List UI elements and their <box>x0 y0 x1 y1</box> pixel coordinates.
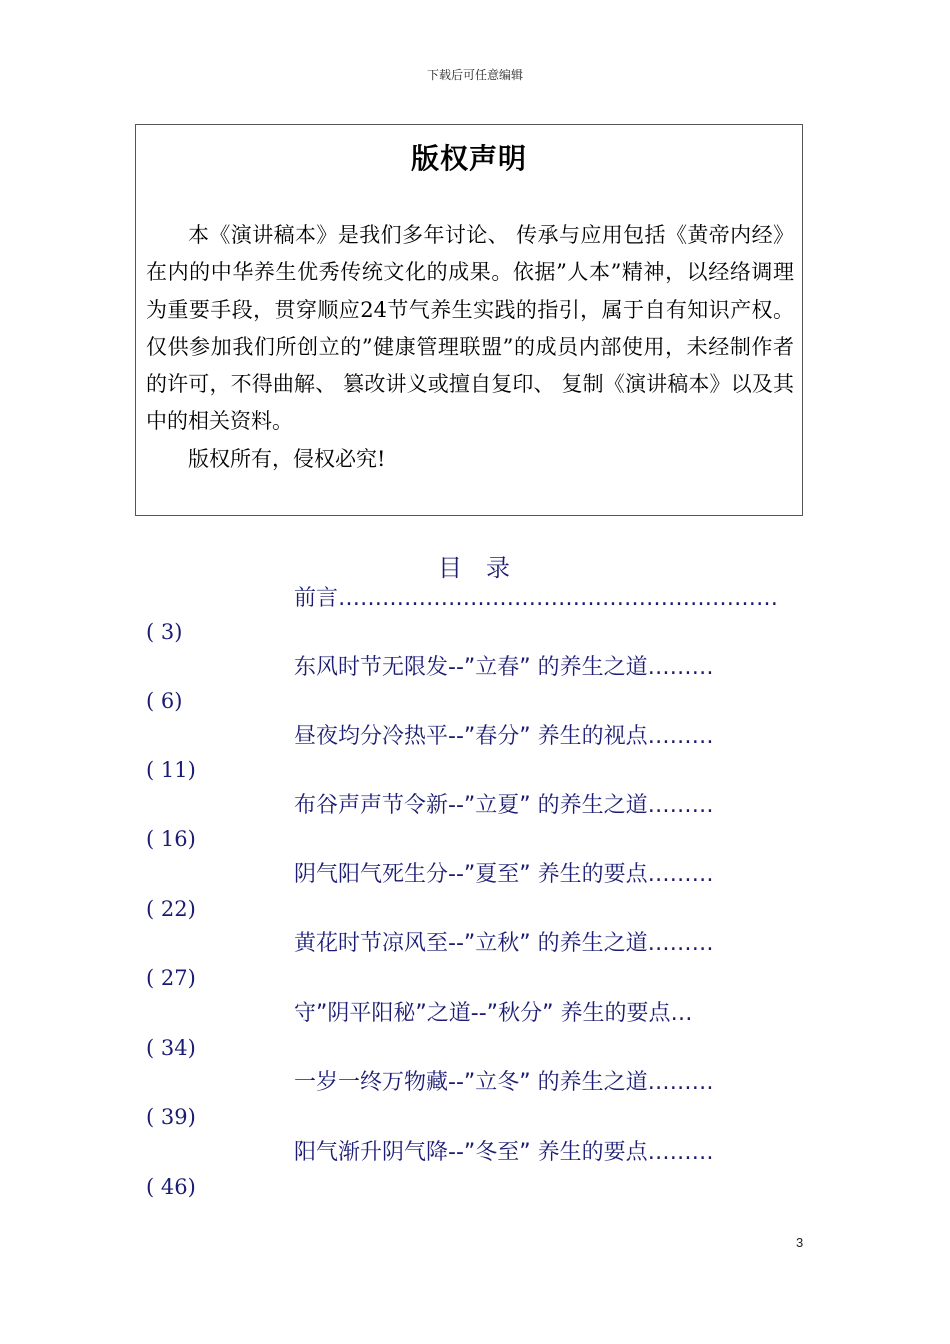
copyright-paragraph: 本《演讲稿本》是我们多年讨论、 传承与应用包括《黄帝内经》在内的中华养生优秀传统文化的成果。依据”人本”精神，以经络调理为重要手段，贯穿顺应24节气养生实践的指引，属于自有知识产权。仅供参加我们所创立的”健康管理联盟”的成员内部使用，未经制作者的许可，不得曲解、 篡改讲义或擅自复印、 复制《演讲稿本》以及其中的相关资料。 <box>146 223 794 434</box>
toc-leader-dots: ……… <box>647 862 714 887</box>
toc-leader-dots: … <box>670 1001 693 1026</box>
page-number: 3 <box>796 1235 804 1250</box>
toc-entry[interactable] <box>294 1068 806 1098</box>
toc-entry-title: 黄花时节凉风至--”立秋” 的养生之道 <box>294 931 648 956</box>
copyright-body <box>146 217 794 478</box>
toc-entry-title: 布谷声声节令新--”立夏” 的养生之道 <box>294 793 648 818</box>
toc-entry[interactable] <box>294 1138 806 1168</box>
toc-entry-page: ( 39) <box>146 1105 196 1129</box>
toc-leader-dots: …………………………………………………… <box>338 586 779 611</box>
copyright-title: 版权声明 <box>410 142 527 175</box>
toc-entry-page: ( 34) <box>146 1036 196 1060</box>
copyright-closing: 版权所有，侵权必究! <box>188 446 386 471</box>
toc-entry-title: 昼夜均分冷热平--”春分” 养生的视点 <box>294 724 648 749</box>
toc-entry[interactable] <box>294 929 806 959</box>
toc-entry-page: ( 27) <box>146 966 196 990</box>
toc-leader-dots: ……… <box>647 793 714 818</box>
toc-entry[interactable] <box>294 584 806 614</box>
toc-entry[interactable] <box>294 653 806 683</box>
toc-entry-title: 东风时节无限发--”立春” 的养生之道 <box>294 655 648 680</box>
toc-title-right: 录 <box>486 554 512 582</box>
header-note: 下载后可任意编辑 <box>426 68 523 82</box>
toc-entry[interactable] <box>294 791 806 821</box>
toc-entry[interactable] <box>294 860 806 890</box>
toc-title-left: 目 <box>438 554 464 582</box>
toc-entry-page: ( 6) <box>146 689 183 713</box>
copyright-box <box>135 124 803 516</box>
toc-entry-title: 一岁一终万物藏--”立冬” 的养生之道 <box>294 1070 648 1095</box>
toc-leader-dots: ……… <box>647 1140 714 1165</box>
toc-entry-title: 前言 <box>294 586 339 611</box>
toc-entry-page: ( 22) <box>146 897 196 921</box>
toc-entry-page: ( 46) <box>146 1175 196 1199</box>
toc-entry-page: ( 16) <box>146 827 196 851</box>
toc-entry-title: 守”阴平阳秘”之道--”秋分” 养生的要点 <box>294 1001 671 1026</box>
toc-entry[interactable] <box>294 722 806 752</box>
toc-entry-title: 阴气阳气死生分--”夏至” 养生的要点 <box>294 862 648 887</box>
toc-leader-dots: ……… <box>647 1070 714 1095</box>
toc-title <box>0 548 950 583</box>
toc-entry-title: 阳气渐升阴气降--”冬至” 养生的要点 <box>294 1140 648 1165</box>
toc-leader-dots: ……… <box>647 931 714 956</box>
toc-leader-dots: ……… <box>647 724 714 749</box>
toc-entry-page: ( 11) <box>146 758 196 782</box>
toc-entry[interactable] <box>294 999 806 1029</box>
toc-leader-dots: ……… <box>647 655 714 680</box>
toc-entry-page: ( 3) <box>146 620 183 644</box>
